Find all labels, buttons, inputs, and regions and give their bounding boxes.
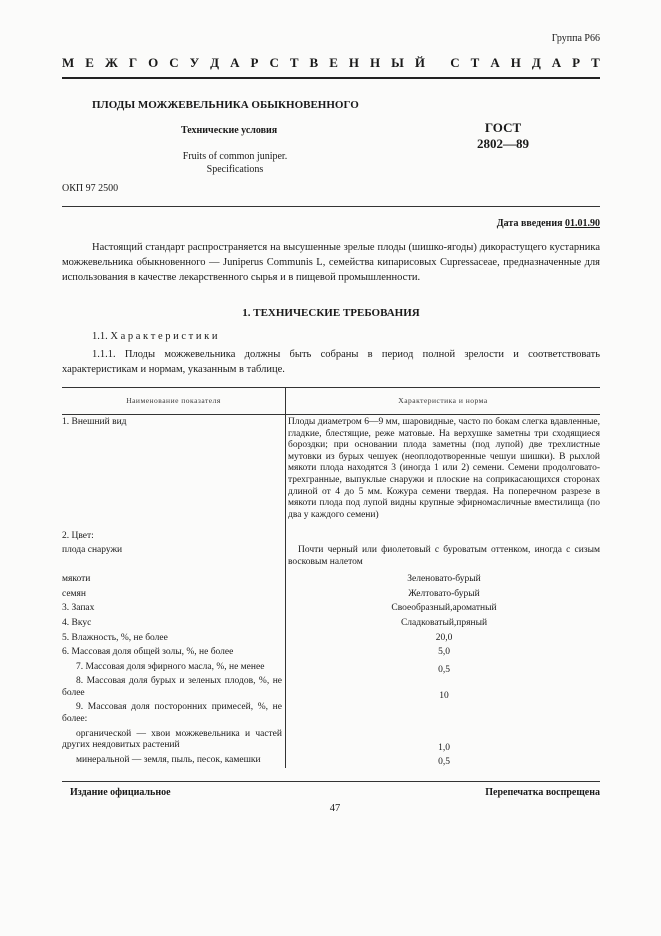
- intro-date-value: 01.01.90: [565, 218, 600, 229]
- row-oil-name: 7. Массовая доля эфирного масла, %, не менее: [62, 662, 286, 677]
- row-appearance-value: Плоды диаметром 6—9 мм, шаровидные, часто по бокам слегка вдавленные, гладкие, блестящие, реже матовые. На верхушке заметны три сходящиеся бороздки; при основании плода заметны (под лупой) две трехлистные мутовки из бурых чешуек (неоплодотворенные чешуи шишки). В рыхлой мякоти плода находятся 3 (иногда 1 или 2) семени. Семени продолговато-трехгранные, выпуклые снаружи и плоские на соприкасающихся сторонах длиной от 4 до 5 мм. Кожура семени твердая. На поперечном разрезе в мякоти плода под лупой видны крупные эфирномасличные вместилища (по два у каждого семени): [288, 417, 600, 520]
- table-row: [62, 603, 600, 618]
- table-row: [62, 755, 600, 769]
- banner-letter: Е: [329, 55, 338, 70]
- row-appearance-cell: [286, 415, 601, 532]
- row-pulp-name: мякоти: [62, 574, 286, 589]
- row-ash-value: 5,0: [438, 647, 450, 658]
- table-header-row: [62, 388, 600, 415]
- banner-letter: Г: [128, 55, 138, 70]
- table-row: [62, 633, 600, 648]
- table-row: [62, 574, 600, 589]
- document-title: ПЛОДЫ МОЖЖЕВЕЛЬНИКА ОБЫКНОВЕННОГО: [92, 99, 359, 111]
- row-pulp-value: Зеленовато-бурый: [407, 574, 481, 585]
- row-appearance-name: 1. Внешний вид: [62, 415, 286, 532]
- row-smell-value: Своеобразный,ароматный: [391, 603, 497, 614]
- introduction-date: [497, 218, 600, 229]
- table-row: [62, 702, 600, 728]
- banner-letter: У: [189, 55, 200, 70]
- row-outer-value: Почти черный или фиолетовый с буроватым оттенком, иногда с сизым восковым налетом: [288, 544, 600, 567]
- banner-letter: Т: [289, 55, 299, 70]
- banner-letter: В: [309, 55, 319, 70]
- table-row: [62, 415, 600, 532]
- group-code: Группа Р66: [551, 33, 600, 44]
- banner-letter: Н: [348, 55, 359, 70]
- banner-letter: О: [148, 55, 159, 70]
- okp-rule: [62, 206, 600, 207]
- row-impurity-value: [286, 702, 601, 728]
- banner-letter: Р: [572, 55, 581, 70]
- row-taste-name: 4. Вкус: [62, 618, 286, 633]
- banner-letter: А: [551, 55, 562, 70]
- table-row: [62, 729, 600, 755]
- banner-letter: М: [62, 55, 75, 70]
- row-mineral-value: 0,5: [438, 756, 450, 767]
- row-oil-value: 0,5: [438, 664, 450, 675]
- row-moisture-name: 5. Влажность, %, не более: [62, 633, 286, 648]
- row-seeds-name: семян: [62, 589, 286, 604]
- banner-letter: С: [450, 55, 460, 70]
- banner-letter: Д: [531, 55, 541, 70]
- banner-letter: Р: [250, 55, 259, 70]
- banner-letter: Н: [369, 55, 381, 70]
- english-title: [150, 150, 320, 176]
- table-row: [62, 662, 600, 677]
- gost-number: 2802—89: [477, 136, 529, 151]
- row-smell-name: 3. Запах: [62, 603, 286, 618]
- banner-letter: Н: [510, 55, 521, 70]
- row-impurity-name: 9. Массовая доля посторонних примесей, %, не более:: [62, 702, 286, 728]
- row-moisture-value: 20,0: [435, 632, 453, 643]
- banner-letter: А: [230, 55, 240, 70]
- row-brown-name: 8. Массовая доля бурых и зеленых плодов, %, не более: [62, 676, 286, 702]
- row-color-name: 2. Цвет:: [62, 531, 286, 543]
- row-taste-value: Сладковатый,пряный: [400, 617, 488, 628]
- row-brown-value: 10: [439, 690, 449, 701]
- banner-letter: Е: [85, 55, 94, 70]
- column-header-norm: Характеристика и норма: [286, 388, 601, 415]
- banner-letter: Т: [591, 55, 600, 70]
- table-row: [62, 676, 600, 702]
- banner-letter: А: [490, 55, 500, 70]
- interstate-standard-banner: [62, 55, 600, 71]
- column-header-indicator: Наименование показателя: [62, 388, 286, 415]
- gost-label: ГОСТ: [484, 120, 522, 135]
- table-row: [62, 531, 600, 543]
- banner-letter: Т: [470, 55, 480, 70]
- intro-paragraph: Настоящий стандарт распространяется на высушенные зрелые плоды (шишко-ягоды) дикорастущего кустарника можжевельника обыкновенного — Juniperus Communis L, семейства кипарисовых Cupressaceae, предназначенные для использования в качестве лекарственного сырья и в пищевой промышленности.: [62, 242, 600, 283]
- row-color-value: [286, 531, 601, 543]
- clause-1-1-1: 1.1.1. Плоды можжевельника должны быть собраны в период полной зрелости и соответствовать характеристикам и нормам, указанным в таблице.: [62, 349, 600, 375]
- official-edition-note: Издание официальное: [70, 787, 171, 798]
- banner-letter: Д: [210, 55, 220, 70]
- document-subtitle: Технические условия: [181, 125, 278, 136]
- row-ash-name: 6. Массовая доля общей золы, %, не более: [62, 647, 286, 662]
- english-title-line-1: Fruits of common juniper.: [182, 151, 288, 162]
- specification-table: [62, 387, 600, 768]
- table-row: [62, 647, 600, 662]
- banner-letter: Ы: [391, 55, 404, 70]
- okp-code: ОКП 97 2500: [62, 183, 119, 194]
- table-row: [62, 618, 600, 633]
- table-row: [62, 589, 600, 604]
- banner-letter: С: [169, 55, 179, 70]
- table-row: [62, 543, 600, 574]
- banner-letter: [436, 55, 439, 71]
- reprint-prohibited-note: Перепечатка воспрещена: [485, 787, 600, 798]
- row-organic-name: органической — хвои можжевельника и частей других неядовитых растений: [62, 729, 286, 755]
- page-number: 47: [329, 803, 341, 814]
- english-title-line-2: Specifications: [206, 164, 264, 175]
- banner-letter: Й: [414, 55, 425, 70]
- footer-rule: [62, 781, 600, 782]
- intro-date-label: Дата введения: [496, 218, 563, 229]
- row-outer-name: плода снаружи: [62, 543, 286, 574]
- row-mineral-name: минеральной — земля, пыль, песок, камешки: [62, 755, 286, 769]
- row-organic-value: 1,0: [438, 743, 450, 754]
- banner-letter: С: [269, 55, 279, 70]
- clause-1-1: 1.1. Х а р а к т е р и с т и к и: [92, 331, 218, 342]
- section-title: 1. ТЕХНИЧЕСКИЕ ТРЕБОВАНИЯ: [242, 307, 420, 319]
- header-rule: [62, 77, 600, 79]
- gost-designation: [468, 120, 538, 152]
- row-outer-cell: [286, 543, 601, 574]
- row-seeds-value: Желтовато-бурый: [408, 588, 480, 599]
- banner-letter: Ж: [104, 55, 118, 70]
